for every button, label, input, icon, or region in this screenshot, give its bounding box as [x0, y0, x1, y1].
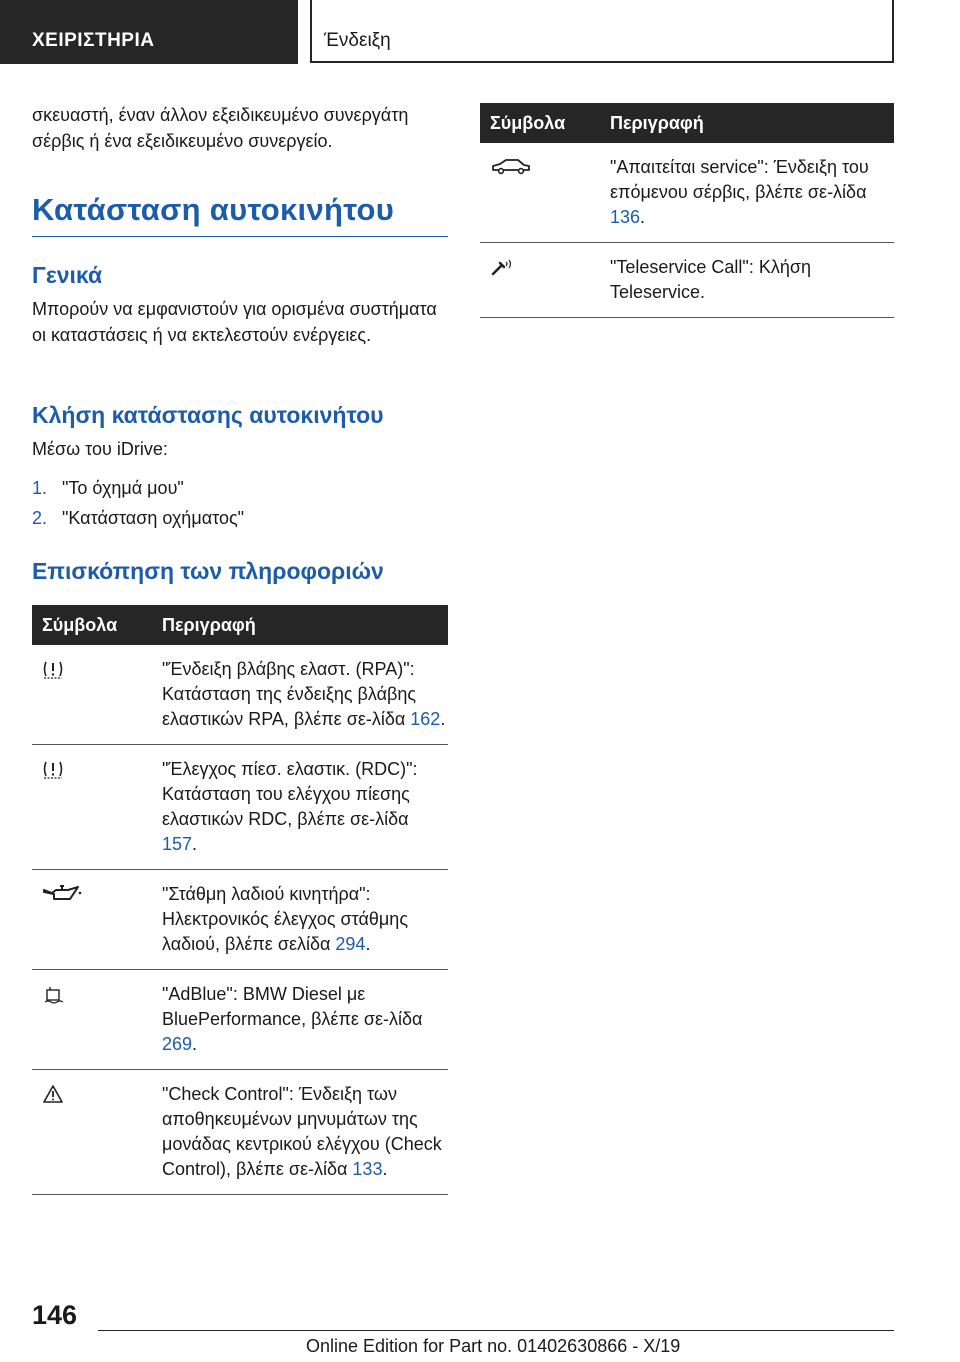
step-number: 2.: [32, 508, 48, 528]
page-link[interactable]: 136: [610, 207, 641, 227]
column-header-description: Περιγραφή: [610, 103, 894, 143]
via-idrive-text: Μέσω του iDrive:: [32, 439, 168, 459]
step-text: "Κατάσταση οχήματος": [62, 508, 245, 528]
row-description: "Έλεγχος πίεσ. ελαστικ. (RDC)": Κατάσταση του ελέγχου πίεσης ελαστικών RDC, βλέπε σε-λίδα: [162, 759, 418, 829]
page-link[interactable]: 269: [162, 1034, 193, 1054]
symbols-table-continued: [480, 103, 894, 318]
heading-vehicle-status: Κατάσταση αυτοκινήτου: [32, 192, 448, 237]
description-cell: "Έλεγχος πίεσ. ελαστικ. (RDC)": Κατάσταση του ελέγχου πίεσης ελαστικών RDC, βλέπε σε-λίδα 157.: [162, 745, 448, 870]
table-row: [32, 870, 448, 970]
heading-general: Γενικά: [32, 262, 103, 288]
row-description: "Απαιτείται service": Ένδειξη του επόμενου σέρβις, βλέπε σε-λίδα: [610, 157, 869, 202]
column-header-description: Περιγραφή: [162, 605, 448, 645]
page-link[interactable]: 133: [352, 1159, 383, 1179]
step-number: 1.: [32, 478, 48, 498]
header-chapter-title: Ένδειξη: [324, 30, 391, 51]
row-description: "Check Control": Ένδειξη των αποθηκευμένων μηνυμάτων της μονάδας κεντρικού ελέγχου (Check Control), βλέπε σε-λίδα: [162, 1084, 442, 1179]
row-description: "Ένδειξη βλάβης ελαστ. (RPA)": Κατάσταση της ένδειξης βλάβης ελαστικών RPA, βλέπε σε-λίδα: [162, 659, 417, 729]
symbol-cell: [480, 243, 610, 318]
symbols-table: [32, 605, 448, 1195]
page-link[interactable]: 294: [335, 934, 366, 954]
description-cell: "AdBlue": BMW Diesel με BluePerformance, βλέπε σε-λίδα 269.: [162, 970, 448, 1070]
table-row: [32, 645, 448, 745]
description-cell: "Απαιτείται service": Ένδειξη του επόμενου σέρβις, βλέπε σε-λίδα 136.: [610, 143, 894, 243]
row-description: "Teleservice Call": Κλήση Teleservice.: [610, 257, 811, 302]
footer-divider: [98, 1330, 894, 1331]
heading-call-status: Κλήση κατάστασης αυτοκινήτου: [32, 402, 384, 428]
symbol-cell: [32, 745, 162, 870]
table-header-row: [480, 103, 894, 143]
list-item: [32, 478, 184, 499]
oil-can-icon: [42, 884, 82, 911]
wrench-call-icon: [490, 257, 516, 284]
header-section-tab: [0, 0, 298, 64]
header-chapter-box: [310, 0, 894, 63]
heading-overview: Επισκόπηση των πληροφοριών: [32, 558, 384, 584]
intro-text: σκευαστή, έναν άλλον εξειδικευμένο συνεργάτη σέρβις ή ένα εξειδικευμένο συνεργείο.: [32, 105, 409, 151]
symbol-cell: [32, 970, 162, 1070]
symbol-cell: [480, 143, 610, 243]
symbol-cell: [32, 645, 162, 745]
tire-pressure-icon: [42, 759, 64, 786]
description-cell: "Ένδειξη βλάβης ελαστ. (RPA)": Κατάσταση της ένδειξης βλάβης ελαστικών RPA, βλέπε σε-λίδα 162.: [162, 645, 448, 745]
table-row: [480, 143, 894, 243]
warning-triangle-icon: [42, 1084, 64, 1111]
car-service-icon: [490, 157, 532, 184]
page-link[interactable]: 157: [162, 834, 193, 854]
description-cell: [610, 243, 894, 318]
description-cell: "Στάθμη λαδιού κινητήρα": Ηλεκτρονικός έλεγχος στάθμης λαδιού, βλέπε σελίδα 294.: [162, 870, 448, 970]
table-row: [480, 243, 894, 318]
table-header-row: [32, 605, 448, 645]
symbol-cell: [32, 870, 162, 970]
footer-edition: Online Edition for Part no. 01402630866 - X/19: [306, 1336, 681, 1356]
list-item: [32, 508, 244, 529]
row-description: "Στάθμη λαδιού κινητήρα": Ηλεκτρονικός έλεγχος στάθμης λαδιού, βλέπε σελίδα: [162, 884, 408, 954]
symbol-cell: [32, 1070, 162, 1195]
page-number: 146: [32, 1300, 78, 1330]
row-description: "AdBlue": BMW Diesel με BluePerformance, βλέπε σε-λίδα: [162, 984, 423, 1029]
table-row: [32, 1070, 448, 1195]
step-text: "Το όχημά μου": [62, 478, 184, 498]
table-row: [32, 745, 448, 870]
header-section-title: ΧΕΙΡΙΣΤΗΡΙΑ: [32, 30, 155, 51]
general-text: Μπορούν να εμφανιστούν για ορισμένα συστήματα οι καταστάσεις ή να εκτελεστούν ενέργειες.: [32, 299, 437, 345]
page-link[interactable]: 162: [410, 709, 441, 729]
column-header-symbols: Σύμβολα: [480, 103, 610, 143]
adblue-tank-icon: [42, 984, 64, 1011]
table-row: [32, 970, 448, 1070]
description-cell: "Check Control": Ένδειξη των αποθηκευμένων μηνυμάτων της μονάδας κεντρικού ελέγχου (Check Control), βλέπε σε-λίδα 133.: [162, 1070, 448, 1195]
column-header-symbols: Σύμβολα: [32, 605, 162, 645]
tire-warning-icon: [42, 659, 64, 686]
